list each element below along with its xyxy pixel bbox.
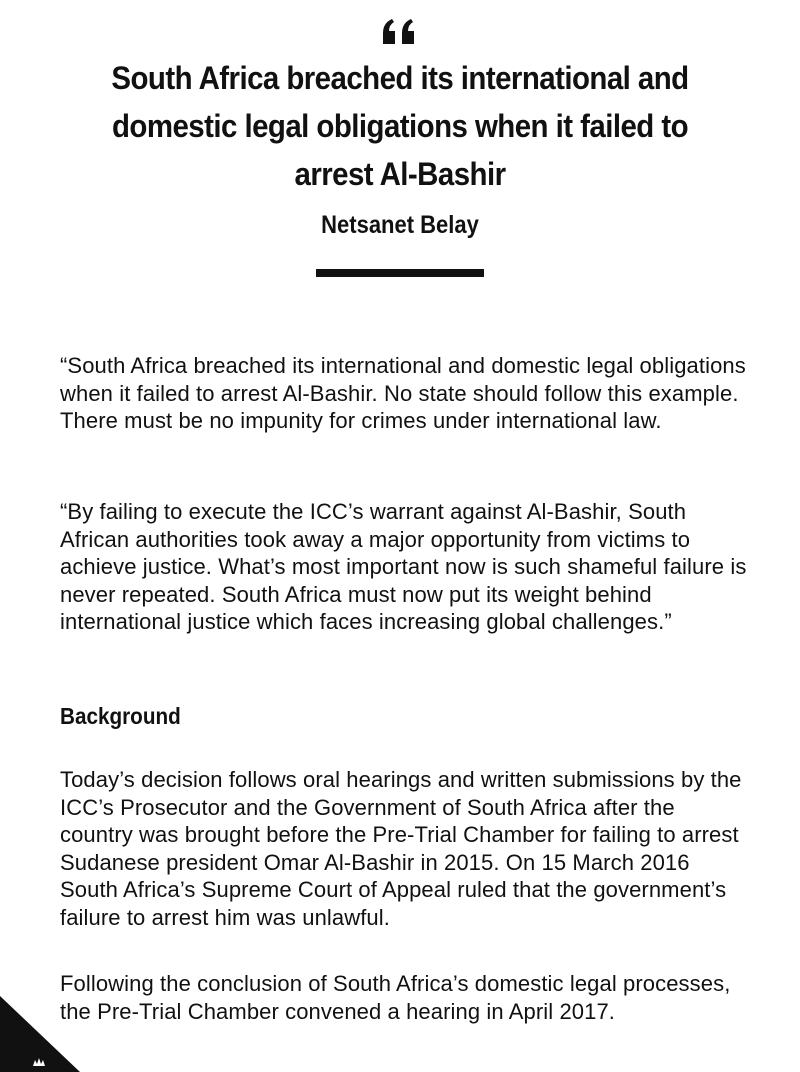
- article-paragraph: “South Africa breached its international and domestic legal obligations when it failed to arrest Al-Bashir. No state should follow this example. There must be no impunity for crimes under international law.: [60, 353, 746, 433]
- corner-logo-icon: [0, 996, 80, 1072]
- background-paragraph: Following the conclusion of South Africa’s domestic legal processes, the Pre-Trial Chamber convened a hearing in April 2017.: [60, 971, 731, 1024]
- pull-quote-headline: South Africa breached its international and domestic legal obligations when it failed to arrest Al-Bashir: [111, 60, 689, 192]
- background-paragraph: Today’s decision follows oral hearings and written submissions by the ICC’s Prosecutor and the Government of South Africa after the country was brought before the Pre-Trial Chamber for failing to arrest Sudanese president Omar Al-Bashir in 2015. On 15 March 2016 South Africa’s Supreme Court of Appeal ruled that the government’s failure to arrest him was unlawful.: [60, 767, 742, 930]
- quotation-mark-icon: [380, 18, 420, 44]
- quote-author: Netsanet Belay: [321, 211, 479, 239]
- article-paragraph: “By failing to execute the ICC’s warrant against Al-Bashir, South African authorities took away a major opportunity from victims to achieve justice. What’s most important now is such shameful failure is never repeated. South Africa must now put its weight behind international justice which faces increasing global challenges.”: [60, 499, 747, 634]
- background-heading: Background: [60, 703, 181, 729]
- divider-bar: [316, 269, 484, 277]
